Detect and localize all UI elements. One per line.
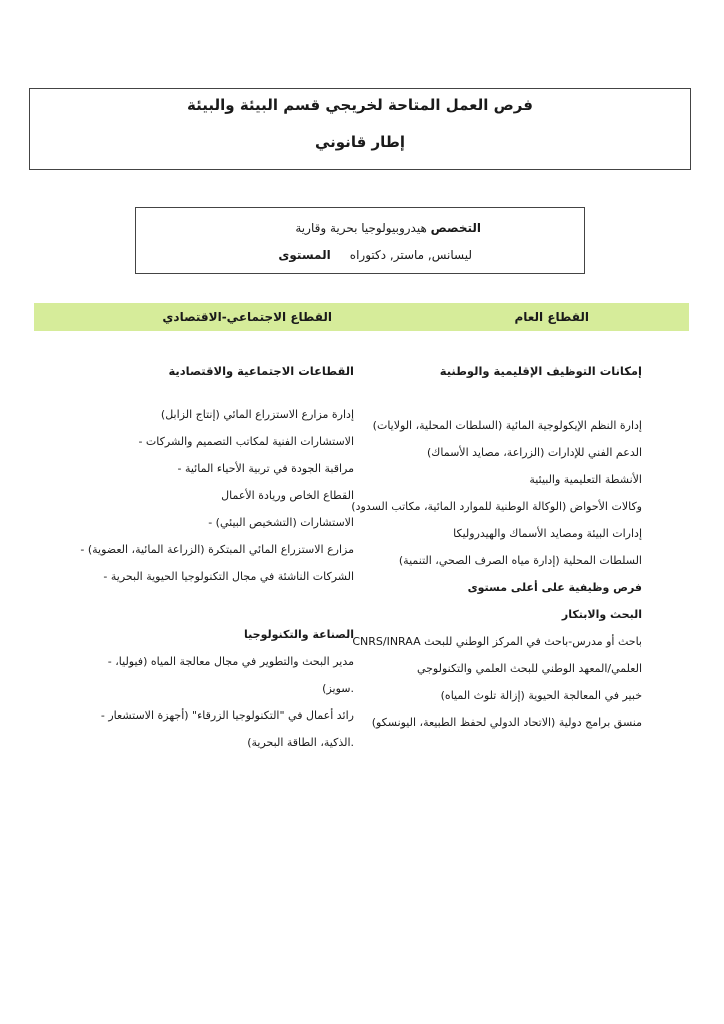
page-subtitle: إطار قانوني <box>314 133 406 151</box>
list-item: الاستشارات الفنية لمكاتب التصميم والشركات - <box>138 435 354 448</box>
list-item: باحث أو مدرس-باحث في المركز الوطني للبحث CNRS/INRAA <box>352 635 642 648</box>
industry-heading: الصناعة والتكنولوجيا <box>244 628 354 641</box>
list-item: السلطات المحلية (إدارة مياه الصرف الصحي، التنمية) <box>398 554 642 567</box>
specialty-box <box>135 207 585 274</box>
list-item: القطاع الخاص وريادة الأعمال <box>221 489 354 502</box>
level-row <box>278 248 472 262</box>
list-item: إدارة مزارع الاستزراع المائي (إنتاج الزابل) <box>160 408 354 421</box>
list-item: إدارات البيئة ومصايد الأسماك والهيدروليكا <box>453 527 642 540</box>
page-title: فرص العمل المتاحة لخريجي قسم البيئة والبيئة <box>187 96 533 114</box>
title-box <box>29 88 691 170</box>
list-item: مراقبة الجودة في تربية الأحياء المائية - <box>177 462 354 475</box>
socio-economic-sector-heading: القطاع الاجتماعي-الاقتصادي <box>162 310 332 324</box>
list-item: .سويز) <box>322 682 354 695</box>
list-item: منسق برامج دولية (الاتحاد الدولي لحفظ الطبيعة، اليونسكو) <box>371 716 642 729</box>
level-label: المستوى <box>278 248 331 262</box>
list-item: وكالات الأحواض (الوكالة الوطنية للموارد المائية، مكاتب السدود) <box>351 500 642 513</box>
list-item: إدارة النظم الإيكولوجية المائية (السلطات المحلية، الولايات) <box>372 419 642 432</box>
research-heading: البحث والابتكار <box>561 608 642 621</box>
specialty-value: هيدروبيولوجيا بحرية وقارية <box>295 221 427 235</box>
socio-column-heading: القطاعات الاجتماعية والاقتصادية <box>168 364 354 378</box>
list-item: مزارع الاستزراع المائي المبتكرة (الزراعة المائية، العضوية) - <box>80 543 354 556</box>
list-item: العلمي/المعهد الوطني للبحث العلمي والتكنولوجي <box>416 662 642 675</box>
sector-header-bar <box>34 303 689 331</box>
list-item: رائد أعمال في "التكنولوجيا الزرقاء" (أجهزة الاستشعار - <box>100 709 354 722</box>
list-item: الدعم الفني للإدارات (الزراعة، مصايد الأسماك) <box>427 446 642 459</box>
list-item: الاستشارات (التشخيص البيئي) - <box>208 516 354 529</box>
public-column-heading: إمكانات التوظيف الإقليمية والوطنية <box>439 364 642 378</box>
list-item: الشركات الناشئة في مجال التكنولوجيا الحيوية البحرية - <box>103 570 354 583</box>
list-item: خبير في المعالجة الحيوية (إزالة تلوث المياه) <box>440 689 642 702</box>
specialty-row <box>295 221 481 235</box>
list-item: مدير البحث والتطوير في مجال معالجة المياه (فيوليا، - <box>107 655 354 668</box>
list-item: .الذكية، الطاقة البحرية) <box>247 736 354 749</box>
top-level-heading: فرص وظيفية على أعلى مستوى <box>467 581 642 594</box>
public-sector-heading: القطاع العام <box>514 310 589 324</box>
specialty-label: التخصص <box>430 221 481 235</box>
list-item: الأنشطة التعليمية والبيئية <box>529 473 642 486</box>
level-values: ليسانس, ماستر, دكتوراه <box>349 248 472 262</box>
